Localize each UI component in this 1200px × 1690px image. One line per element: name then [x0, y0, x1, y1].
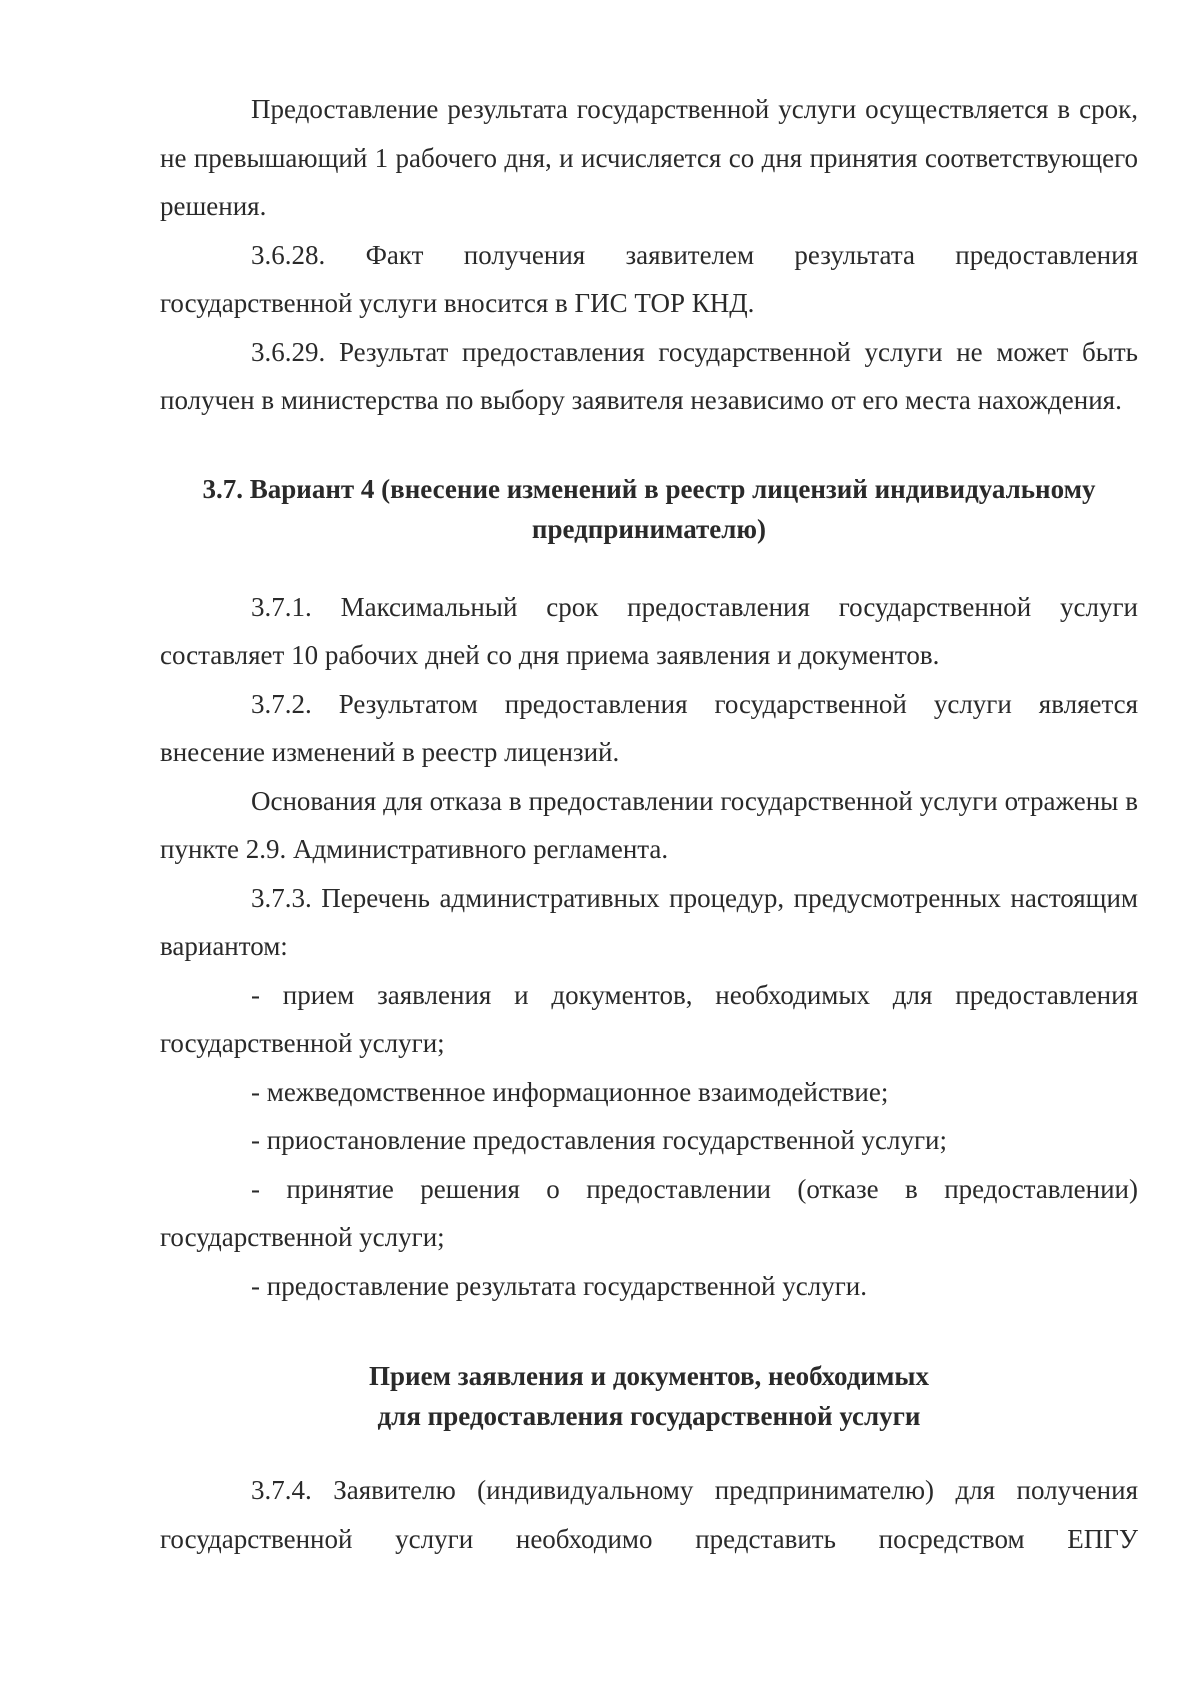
list-item-result-delivery: - предоставление результата государственной услуги.: [251, 1270, 867, 1301]
paragraph-3-7-4: 3.7.4. Заявителю (индивидуальному предпринимателю) для получения государственной услуги необходимо представить посредством ЕПГУ: [160, 1475, 1138, 1554]
subheading-line-2: для предоставления государственной услуги: [377, 1401, 921, 1431]
paragraph-3-7-1: 3.7.1. Максимальный срок предоставления государственной услуги составляет 10 рабочих дней со дня приема заявления и документов.: [160, 591, 1138, 670]
paragraph-3-7-2: 3.7.2. Результатом предоставления государственной услуги является внесение изменений в реестр лицензий.: [160, 688, 1138, 767]
paragraph-3-6-29: 3.6.29. Результат предоставления государственной услуги не может быть получен в министерства по выбору заявителя независимо от его места нахождения.: [160, 336, 1138, 415]
document-page: [160, 85, 1138, 1563]
paragraph-3-7-3: 3.7.3. Перечень административных процедур, предусмотренных настоящим вариантом:: [160, 882, 1138, 961]
paragraph-3-6-28: 3.6.28. Факт получения заявителем результата предоставления государственной услуги вносится в ГИС ТОР КНД.: [160, 239, 1138, 318]
paragraph-result-delivery: Предоставление результата государственной услуги осуществляется в срок, не превышающий 1 рабочего дня, и исчисляется со дня принятия соответствующего решения.: [160, 94, 1138, 221]
list-item-interagency: - межведомственное информационное взаимодействие;: [251, 1076, 889, 1107]
section-heading-line-2: предпринимателю): [531, 513, 767, 544]
subheading-application-intake: [160, 1356, 1138, 1436]
list-item-application-intake: - прием заявления и документов, необходимых для предоставления государственной услуги;: [160, 979, 1138, 1058]
section-heading-line-1: 3.7. Вариант 4 (внесение изменений в реестр лицензий индивидуальному: [202, 473, 1096, 504]
list-item-decision: - принятие решения о предоставлении (отказе в предоставлении) государственной услуги;: [160, 1173, 1138, 1252]
section-heading-3-7: [160, 469, 1138, 549]
list-item-suspension: - приостановление предоставления государственной услуги;: [251, 1125, 948, 1155]
paragraph-refusal-grounds: Основания для отказа в предоставлении государственной услуги отражены в пункте 2.9. Административного регламента.: [160, 785, 1138, 864]
subheading-line-1: Прием заявления и документов, необходимых: [369, 1361, 929, 1391]
